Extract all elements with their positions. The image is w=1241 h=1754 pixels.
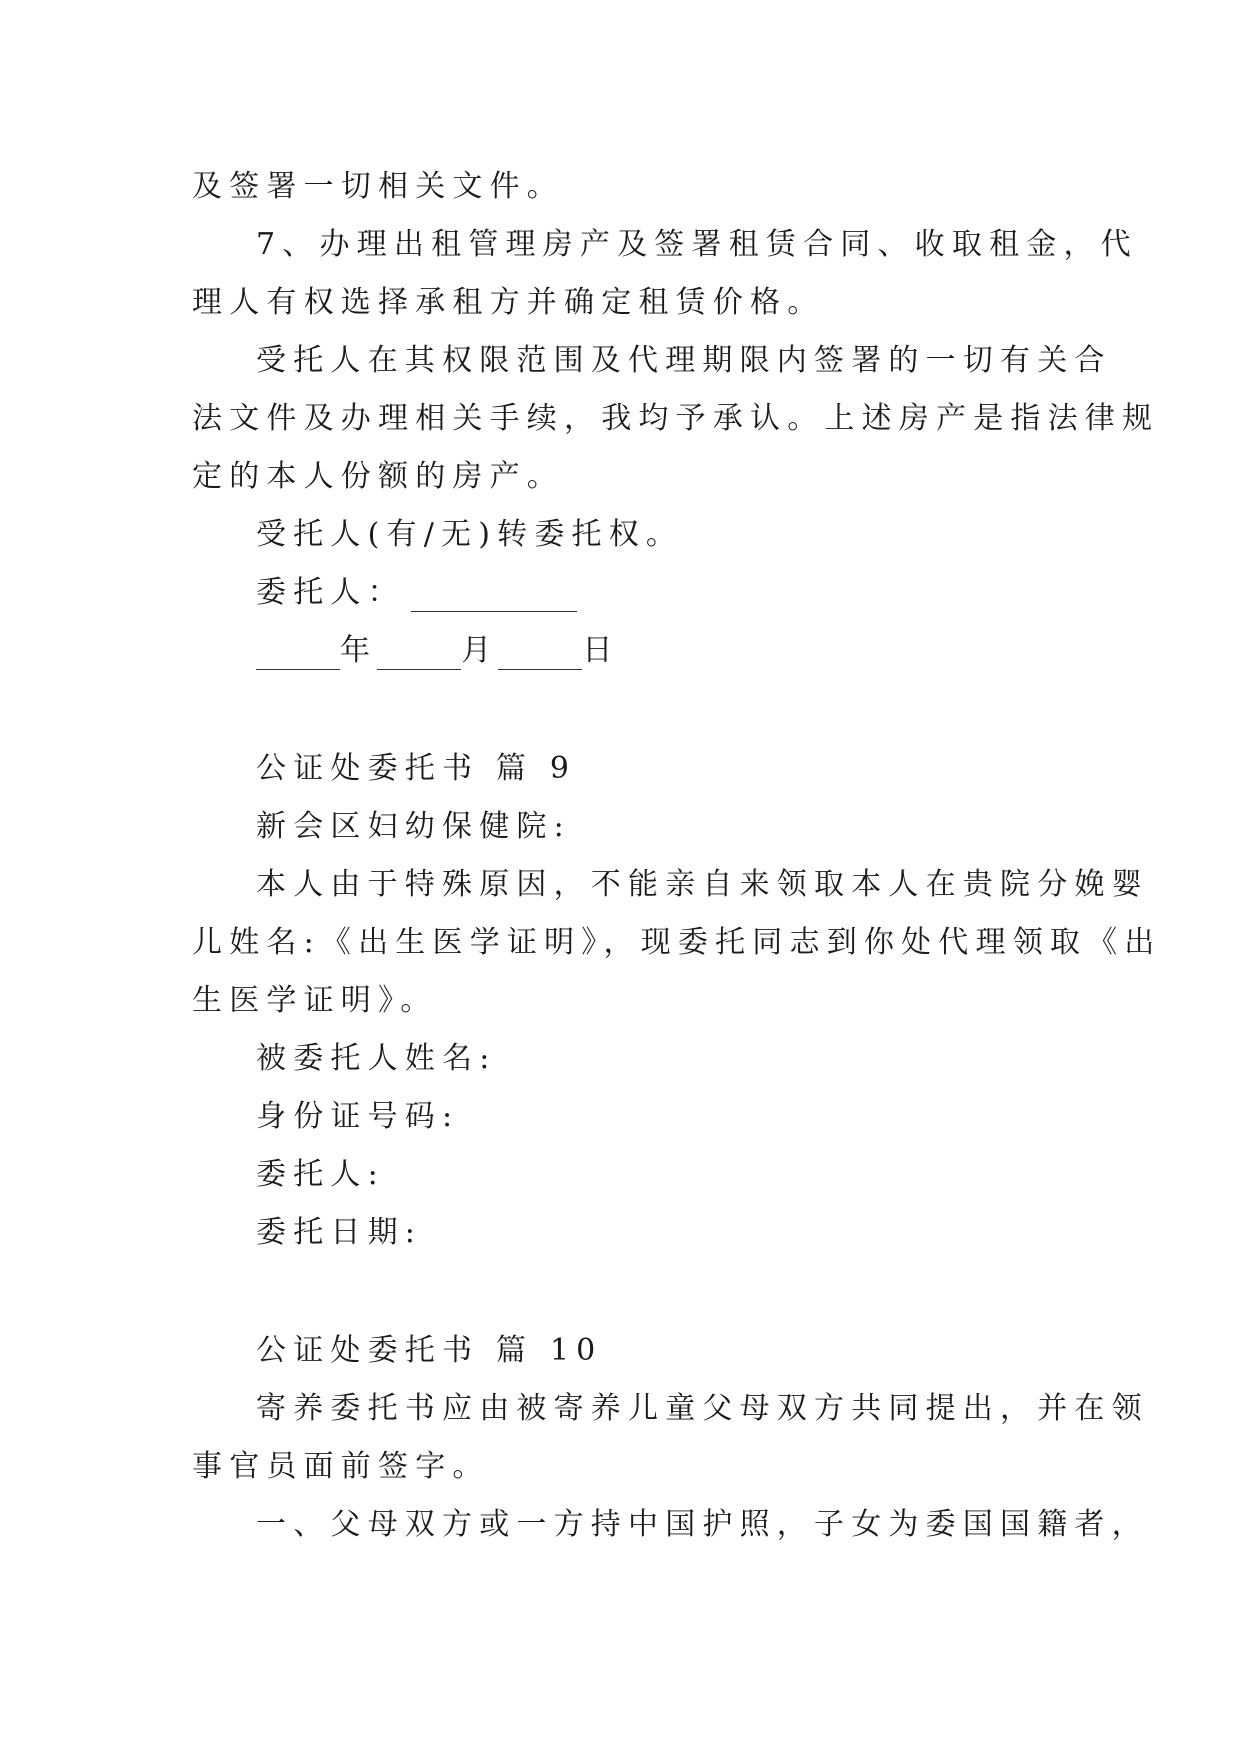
paragraph-line: 委托人: xyxy=(256,1157,385,1192)
paragraph-line: 定的本人份额的房产。 xyxy=(192,459,564,494)
paragraph-line: 本人由于特殊原因，不能亲自来领取本人在贵院分娩婴 xyxy=(256,867,1149,902)
paragraph-line: 儿姓名:《出生医学证明》，现委托同志到你处代理领取《出 xyxy=(192,925,1162,960)
paragraph-line: 一、父母双方或一方持中国护照，子女为委国国籍者， xyxy=(256,1507,1149,1542)
paragraph-line: 受托人(有/无)转委托权。 xyxy=(256,517,684,552)
paragraph-line: 及签署一切相关文件。 xyxy=(192,169,564,204)
year-label: 年 xyxy=(340,633,378,668)
paragraph-line: 寄养委托书应由被寄养儿童父母双方共同提出，并在领 xyxy=(256,1391,1149,1426)
paragraph-line: 委托日期: xyxy=(256,1215,423,1250)
paragraph-line: 受托人在其权限范围及代理期限内签署的一切有关合 xyxy=(256,343,1112,378)
section-gap xyxy=(192,680,1052,740)
day-blank xyxy=(498,635,582,670)
paragraph-line: 新会区妇幼保健院: xyxy=(256,809,571,844)
signature-blank xyxy=(411,577,577,612)
date-line xyxy=(192,622,1052,680)
year-blank xyxy=(256,635,340,670)
month-label: 月 xyxy=(461,633,499,668)
document-body xyxy=(192,158,1162,1554)
section-heading: 公证处委托书 篇 10 xyxy=(256,1333,603,1368)
signature-line xyxy=(192,564,1052,622)
paragraph-line: 7、办理出租管理房产及签署租赁合同、收取租金，代 xyxy=(256,227,1138,262)
day-label: 日 xyxy=(582,633,620,668)
paragraph-line: 被委托人姓名: xyxy=(256,1041,497,1076)
paragraph-line: 事官员面前签字。 xyxy=(192,1449,490,1484)
paragraph-line: 理人有权选择承租方并确定租赁价格。 xyxy=(192,285,825,320)
paragraph-line: 生医学证明》。 xyxy=(192,983,438,1018)
section-gap xyxy=(192,1262,1052,1322)
month-blank xyxy=(377,635,461,670)
signature-label: 委托人： xyxy=(256,575,405,610)
paragraph-line: 身份证号码: xyxy=(256,1099,460,1134)
paragraph-line: 法文件及办理相关手续，我均予承认。上述房产是指法律规 xyxy=(192,401,1160,436)
section-heading: 公证处委托书 篇 9 xyxy=(256,751,577,786)
